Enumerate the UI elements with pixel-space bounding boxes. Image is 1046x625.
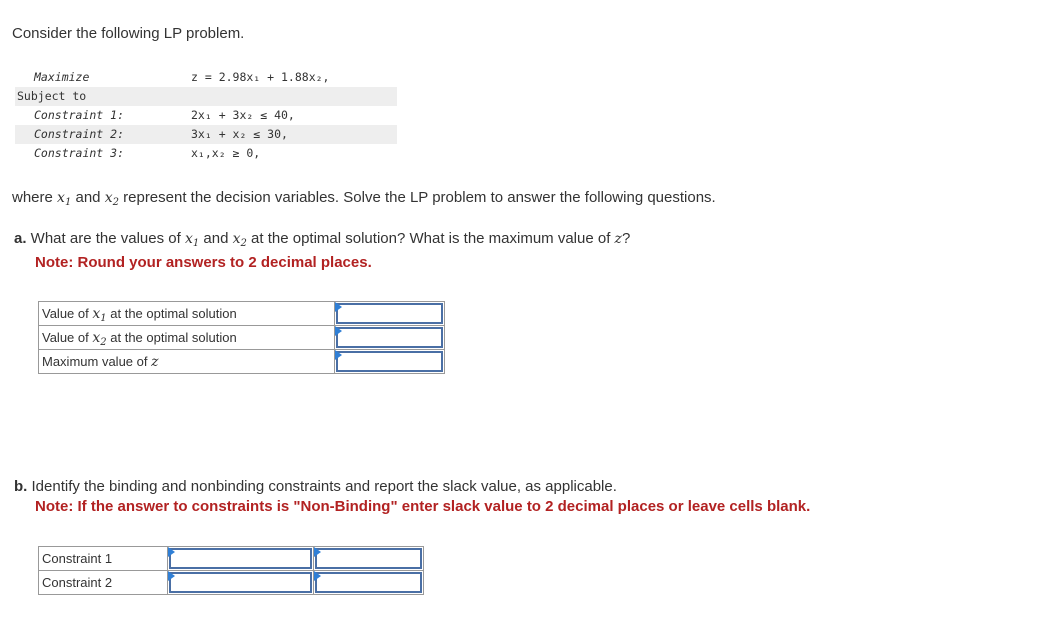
- constraint-1-binding-select[interactable]: [168, 547, 314, 571]
- question-text: at the optimal solution? What is the maximum value of: [246, 230, 615, 247]
- input-marker-icon: [168, 547, 175, 557]
- answer-table-b: [38, 546, 424, 595]
- subject-to-label: Subject to: [17, 89, 87, 103]
- lp-formulation: [15, 68, 397, 163]
- sentence-text: where: [12, 189, 58, 206]
- var-z: z: [614, 231, 622, 247]
- var-x2: $x_2$: [104, 190, 119, 208]
- input-marker-icon: [335, 326, 342, 336]
- constraint-expression: 2x₁ + 3x₂ ≤ 40,: [191, 108, 295, 122]
- constraint-label: Constraint 2:: [34, 127, 125, 141]
- sentence-text: represent the decision variables. Solve the LP problem to answer the following questions.: [118, 189, 716, 206]
- constraint-expression: x₁,x₂ ≥ 0,: [191, 146, 261, 160]
- constraint-label: Constraint 3:: [34, 146, 125, 160]
- question-text: What are the values of: [26, 230, 185, 247]
- decision-variables-sentence: [12, 189, 716, 206]
- input-marker-icon: [335, 302, 342, 312]
- constraint-row-2: [15, 125, 397, 144]
- table-row: [39, 326, 445, 350]
- question-a-prefix: a.: [14, 230, 27, 247]
- table-row: [39, 571, 424, 595]
- var-x1: $x_1$: [57, 190, 72, 208]
- constraint-2-slack-input[interactable]: [314, 571, 424, 595]
- objective-row: [15, 68, 397, 87]
- input-marker-icon: [335, 350, 342, 360]
- question-b-prefix: b.: [14, 478, 28, 495]
- question-a: [14, 230, 630, 247]
- objective-expression: z = 2.98x₁ + 1.88x₂,: [191, 70, 330, 84]
- intro-text: Consider the following LP problem.: [12, 25, 245, 42]
- sentence-text: and: [71, 189, 105, 206]
- answer-table-a: [38, 301, 445, 374]
- question-text: Identify the binding and nonbinding constraints and report the slack value, as applicable.: [27, 478, 617, 495]
- constraint-2-binding-select[interactable]: [168, 571, 314, 595]
- max-z-input[interactable]: [335, 350, 445, 374]
- x2-value-input[interactable]: [335, 326, 445, 350]
- constraint-row-3: [15, 144, 397, 163]
- question-b: [14, 478, 617, 495]
- row-label: Maximum value of z: [39, 350, 335, 374]
- row-label: Constraint 1: [39, 547, 168, 571]
- input-marker-icon: [314, 571, 321, 581]
- slack-note-b: Note: If the answer to constraints is "Non-Binding" enter slack value to 2 decimal places or leave cells blank.: [35, 498, 811, 515]
- constraint-row-1: [15, 106, 397, 125]
- var-x2: $x_2$: [232, 231, 247, 249]
- subject-to-row: [15, 87, 397, 106]
- row-label: Constraint 2: [39, 571, 168, 595]
- constraint-label: Constraint 1:: [34, 108, 125, 122]
- table-row: [39, 302, 445, 326]
- constraint-1-slack-input[interactable]: [314, 547, 424, 571]
- var-x1: $x_1$: [184, 231, 200, 249]
- maximize-label: Maximize: [34, 70, 90, 84]
- input-marker-icon: [168, 571, 175, 581]
- question-text: and: [199, 230, 233, 247]
- input-marker-icon: [314, 547, 321, 557]
- row-label: Value of $x_2$ at the optimal solution: [39, 326, 335, 350]
- question-text: ?: [621, 230, 631, 247]
- table-row: [39, 547, 424, 571]
- rounding-note-a: Note: Round your answers to 2 decimal places.: [35, 254, 372, 271]
- table-row: [39, 350, 445, 374]
- constraint-expression: 3x₁ + x₂ ≤ 30,: [191, 127, 288, 141]
- row-label: Value of $x_1$ at the optimal solution: [39, 302, 335, 326]
- x1-value-input[interactable]: [335, 302, 445, 326]
